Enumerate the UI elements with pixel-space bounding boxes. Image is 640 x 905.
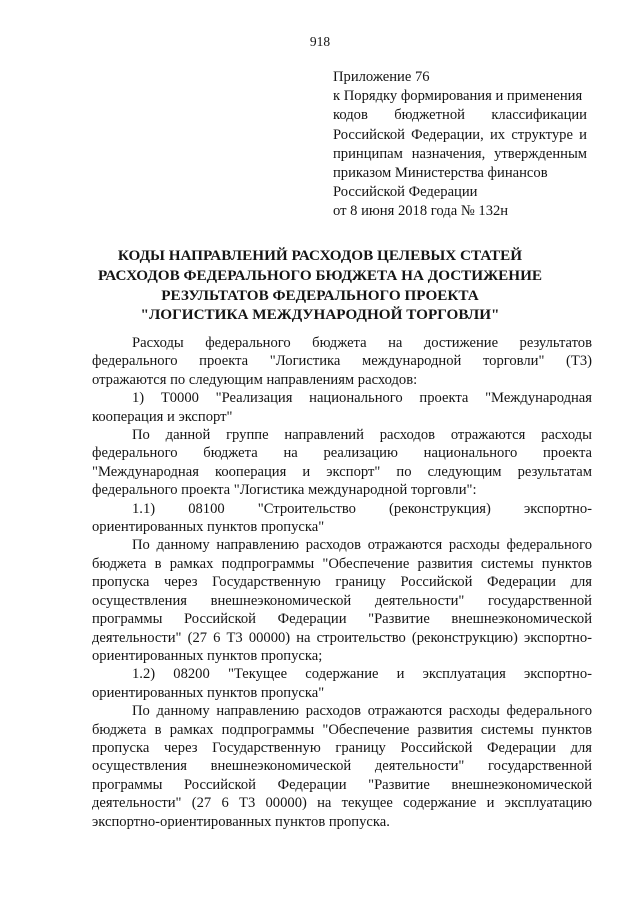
text-line: 1.1) 08100 "Строительство (реконструкция) экспортно-: [132, 500, 592, 517]
document-body: [92, 334, 592, 831]
text-line: ориентированных пунктов пропуска": [92, 684, 325, 701]
title-line: РАСХОДОВ ФЕДЕРАЛЬНОГО БЮДЖЕТА НА ДОСТИЖЕНИЕ: [97, 266, 543, 284]
title-line: КОДЫ НАПРАВЛЕНИЙ РАСХОДОВ ЦЕЛЕВЫХ СТАТЕЙ: [117, 247, 523, 264]
title-line: "ЛОГИСТИКА МЕЖДУНАРОДНОЙ ТОРГОВЛИ": [140, 306, 500, 324]
appendix-line: Российской Федерации, их структуре и: [333, 126, 587, 143]
appendix-line: от 8 июня 2018 года № 132н: [333, 203, 509, 220]
appendix-line: к Порядку формирования и применения: [333, 88, 583, 105]
document-title: [60, 246, 580, 325]
text-line: ориентированных пунктов пропуска": [92, 519, 325, 536]
text-line: отражаются по следующим направлениям расходов:: [92, 371, 418, 388]
text-line: бюджета в рамках подпрограммы "Обеспечение развития системы пунктов: [92, 721, 592, 738]
appendix-line: Российской Федерации: [333, 184, 478, 201]
appendix-line: приказом Министерства финансов: [333, 165, 548, 182]
text-line: "Международная кооперация и экспорт" по следующим результатам: [92, 463, 592, 480]
text-line: пропуска через Государственную границу Российской Федерации для: [92, 574, 592, 591]
paragraph-item-1-1-description: [92, 536, 592, 665]
appendix-line: Приложение 76: [333, 69, 430, 85]
text-line: ориентированных пунктов пропуска;: [92, 647, 323, 664]
paragraph-group-description: [92, 426, 592, 500]
appendix-line: кодов бюджетной классификации: [333, 107, 587, 124]
text-line: кооперация и экспорт": [92, 408, 233, 425]
text-line: По данной группе направлений расходов отражаются расходы: [132, 427, 592, 444]
paragraph-item-1: [92, 389, 592, 426]
appendix-line: принципам назначения, утвержденным: [333, 145, 587, 162]
text-line: программы Российской Федерации "Развитие внешнеэкономической: [92, 776, 592, 793]
text-line: федерального проекта "Логистика международной торговли" (Т3): [92, 353, 592, 370]
title-line: РЕЗУЛЬТАТОВ ФЕДЕРАЛЬНОГО ПРОЕКТА: [161, 286, 479, 304]
text-line: По данному направлению расходов отражаются расходы федерального: [132, 703, 592, 720]
text-line: По данному направлению расходов отражаются расходы федерального: [132, 537, 592, 554]
text-line: экспортно-ориентированных пунктов пропуска.: [92, 813, 390, 830]
paragraph-item-1-1: [92, 500, 592, 537]
paragraph-item-1-2: [92, 665, 592, 702]
paragraph-item-1-2-description: [92, 702, 592, 831]
text-line: деятельности" (27 6 Т3 00000) на текущее содержание и эксплуатацию: [92, 795, 592, 812]
text-line: федерального бюджета на реализацию национального проекта: [92, 445, 592, 462]
text-line: осуществления внешнеэкономической деятельности" государственной: [92, 592, 592, 609]
text-line: осуществления внешнеэкономической деятельности" государственной: [92, 758, 592, 775]
appendix-note: [333, 68, 587, 222]
text-line: пропуска через Государственную границу Российской Федерации для: [92, 739, 592, 756]
text-line: деятельности" (27 6 Т3 00000) на строительство (реконструкцию) экспортно-: [92, 629, 592, 646]
text-line: бюджета в рамках подпрограммы "Обеспечение развития системы пунктов: [92, 555, 592, 572]
paragraph-intro: [92, 334, 592, 389]
text-line: 1) Т0000 "Реализация национального проекта "Международная: [132, 390, 592, 407]
page-number: 918: [309, 34, 331, 49]
text-line: 1.2) 08200 "Текущее содержание и эксплуатация экспортно-: [132, 666, 592, 683]
text-line: Расходы федерального бюджета на достижение результатов: [132, 335, 592, 351]
text-line: федерального проекта "Логистика международной торговли":: [92, 482, 477, 499]
text-line: программы Российской Федерации "Развитие внешнеэкономической: [92, 611, 592, 628]
